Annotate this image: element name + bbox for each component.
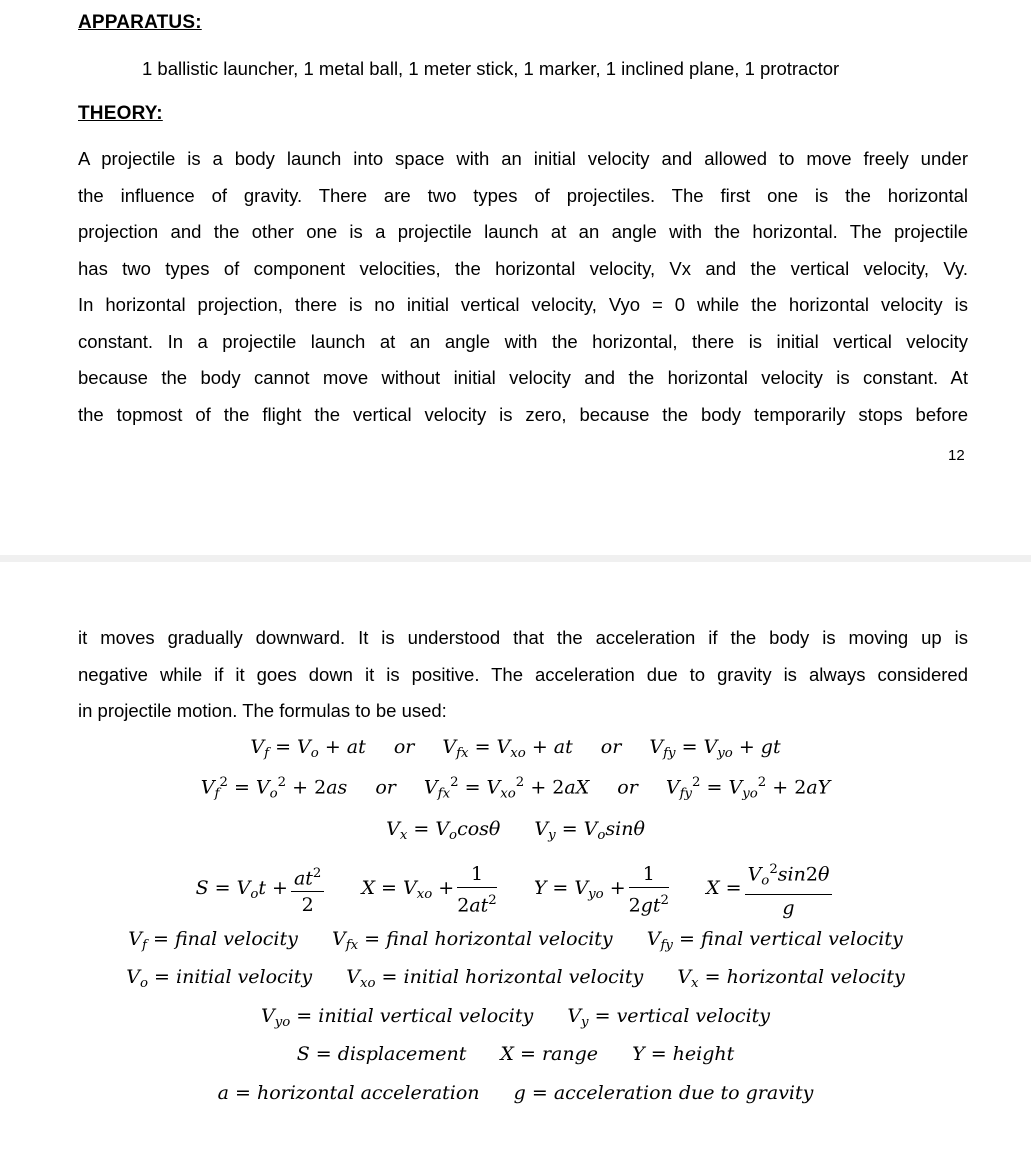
formula-final-velocity: $V_f = V_o$ + at or $V_{fx} = V_{xo}$ + at or $V_{fy} = V_{yo}$ + gt — [250, 736, 781, 761]
theory-line: projection and the other one is a projectile launch at an angle with the horizontal. The projectile — [78, 221, 968, 242]
definitions-line-4: S = displacement X = range Y = height — [296, 1043, 735, 1065]
def-horizontal-velocity: horizontal velocity — [726, 966, 905, 988]
fraction: $\frac{1}{2gt^2}$ — [628, 862, 669, 916]
theory-line: because the body cannot move without initial velocity and the horizontal velocity is constant. At — [78, 367, 968, 388]
def-initial-velocity: initial velocity — [176, 966, 313, 988]
theory-paragraph — [78, 141, 968, 433]
def-gravity: acceleration due to gravity — [553, 1082, 814, 1104]
def-displacement: displacement — [337, 1043, 467, 1065]
theory-line: constant. In a projectile launch at an angle with the horizontal, there is initial vertical velocity — [78, 330, 968, 352]
or-connector: or — [393, 736, 415, 758]
fraction: $\frac{V_o^2\sin 2\theta}{g}$ — [745, 858, 833, 920]
fraction: $\frac{1}{2at^2}$ — [457, 862, 497, 916]
def-vertical-velocity: vertical velocity — [616, 1005, 771, 1027]
def-initial-horizontal-velocity: initial horizontal velocity — [403, 966, 644, 988]
theory-line: In horizontal projection, there is no initial vertical velocity, Vyo = 0 while the horizontal velocity is — [78, 294, 968, 315]
theory-heading: THEORY: — [78, 103, 163, 124]
continuation-line: it moves gradually downward. It is understood that the acceleration if the body is moving up is — [78, 627, 968, 648]
apparatus-list: 1 ballistic launcher, 1 metal ball, 1 meter stick, 1 marker, 1 inclined plane, 1 protractor — [142, 58, 840, 79]
formula-components: $V_x = V_o\cos\theta$ $V_y = V_o\sin\theta$ — [386, 818, 645, 843]
theory-line: A projectile is a body launch into space with an initial velocity and allowed to move freely under — [78, 148, 968, 169]
def-final-velocity: final velocity — [174, 928, 298, 950]
definitions-line-2: $V_o$ = initial velocity $V_{xo}$ = initial horizontal velocity $V_x$ = horizontal velocity — [126, 966, 905, 991]
continuation-paragraph — [78, 620, 968, 730]
or-connector: or — [600, 736, 622, 758]
def-range: range — [541, 1043, 599, 1065]
or-connector: or — [375, 776, 396, 799]
definitions-line-3: $V_{yo}$ = initial vertical velocity $V_y$ = vertical velocity — [260, 1005, 771, 1030]
document-page-top — [0, 0, 1031, 555]
def-final-vertical-velocity: final vertical velocity — [700, 928, 903, 950]
theory-line: the topmost of the flight the vertical velocity is zero, because the body temporarily stops before — [78, 403, 968, 425]
def-final-horizontal-velocity: final horizontal velocity — [386, 928, 613, 950]
definitions-line-1: $V_f$ = final velocity $V_{fx}$ = final horizontal velocity $V_{fy}$ = final vertical velocity — [128, 928, 903, 953]
def-horizontal-acceleration: horizontal acceleration — [256, 1082, 480, 1104]
apparatus-heading: APPARATUS: — [78, 12, 202, 33]
formula-displacement: $S = V_ot$ + $\frac{at^2}{2}$ $X = V_{xo}$ + $\frac{1}{2at^2}$ $Y = V_{yo}$ + $\frac{1}{2gt^2}$ X = $\frac{V_o^2\sin 2\theta}{g}$ — [0, 858, 1031, 920]
def-initial-vertical-velocity: initial vertical velocity — [318, 1005, 534, 1027]
definitions-line-5: a = horizontal acceleration g = acceleration due to gravity — [217, 1082, 814, 1104]
theory-line: the influence of gravity. There are two types of projectiles. The first one is the horizontal — [78, 184, 968, 206]
def-height: height — [672, 1043, 735, 1065]
theory-line: has two types of component velocities, the horizontal velocity, Vx and the vertical velocity, Vy. — [78, 257, 968, 279]
page-gap — [0, 555, 1031, 562]
or-connector: or — [617, 776, 638, 799]
continuation-line: in projectile motion. The formulas to be used: — [78, 700, 447, 721]
page-number: 12 — [948, 447, 965, 464]
formula-velocity-squared: $V_f^2 = V_o^2 + 2as$ or $V_{fx}^2 = V_{xo}^2 + 2aX$ or $V_{fy}^2 = V_{yo}^2 + 2aY$ — [200, 775, 831, 802]
fraction: $\frac{at^2}{2}$ — [291, 862, 324, 917]
continuation-line: negative while if it goes down it is positive. The acceleration due to gravity is always considered — [78, 663, 968, 685]
